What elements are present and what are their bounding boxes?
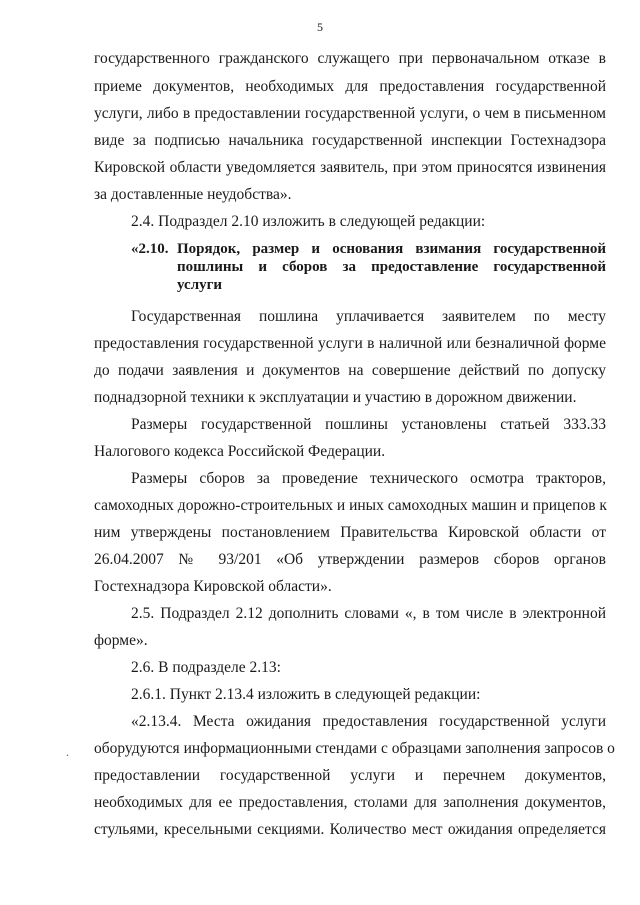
text-line: за доставленные неудобства».: [94, 186, 292, 203]
text-line: 2.4. Подраздел 2.10 изложить в следующей редакции:: [131, 213, 486, 230]
text-line: форме».: [94, 632, 148, 649]
text-line: поднадзорной техники к эксплуатации и участию в дорожном движении.: [94, 389, 577, 406]
text-line: предоставления государственной услуги в наличной или безналичной форме: [94, 335, 606, 352]
text-line: Размеры государственной пошлины установлены статьей 333.33: [131, 416, 606, 433]
text-line: приеме документов, необходимых для предоставления государственной: [94, 78, 606, 95]
text-line: 2.5. Подраздел 2.12 дополнить словами «, в том числе в электронной: [131, 605, 606, 622]
text-line: предоставлении государственной услуги и перечнем документов,: [94, 767, 606, 784]
text-line: стульями, кресельными секциями. Количество мест ожидания определяется: [94, 821, 606, 838]
text-line: Кировской области уведомляется заявитель, при этом приносятся извинения: [94, 159, 606, 176]
text-line: самоходных дорожно-строительных и иных самоходных машин и прицепов к: [94, 497, 607, 514]
text-line: 2.6.1. Пункт 2.13.4 изложить в следующей редакции:: [131, 686, 481, 703]
text-line: государственного гражданского служащего при первоначальном отказе в: [94, 50, 606, 67]
page-number: 5: [317, 20, 323, 34]
text-line: услуги, либо в предоставлении государственной услуги, о чем в письменном: [94, 105, 606, 122]
text-line: 26.04.2007 № 93/201 «Об утверждении размеров сборов органов: [94, 551, 606, 568]
text-line: Налогового кодекса Российской Федерации.: [94, 443, 386, 460]
text-line: необходимых для ее предоставления, столами для заполнения документов,: [94, 794, 606, 811]
text-line: оборудуются информационными стендами с образцами заполнения запросов о: [94, 740, 615, 757]
text-line: Государственная пошлина уплачивается заявителем по месту: [131, 308, 606, 325]
heading-number: «2.10.: [131, 241, 169, 257]
text-line: 2.6. В подразделе 2.13:: [131, 659, 281, 676]
margin-mark: .: [66, 745, 69, 759]
text-line: Гостехнадзора Кировской области».: [94, 578, 332, 595]
section-heading-line: Порядок, размер и основания взимания государственной: [177, 241, 606, 257]
text-line: Размеры сборов за проведение технического осмотра тракторов,: [131, 470, 606, 487]
text-line: виде за подписью начальника государственной инспекции Гостехнадзора: [94, 132, 606, 149]
section-heading-line: пошлины и сборов за предоставление государственной: [177, 259, 606, 275]
text-line: до подачи заявления и документов на совершение действий по допуску: [94, 362, 606, 379]
section-heading-line: услуги: [177, 277, 223, 293]
text-line: ним утверждены постановлением Правительства Кировской области от: [94, 524, 606, 541]
text-line: «2.13.4. Места ожидания предоставления государственной услуги: [131, 713, 606, 730]
